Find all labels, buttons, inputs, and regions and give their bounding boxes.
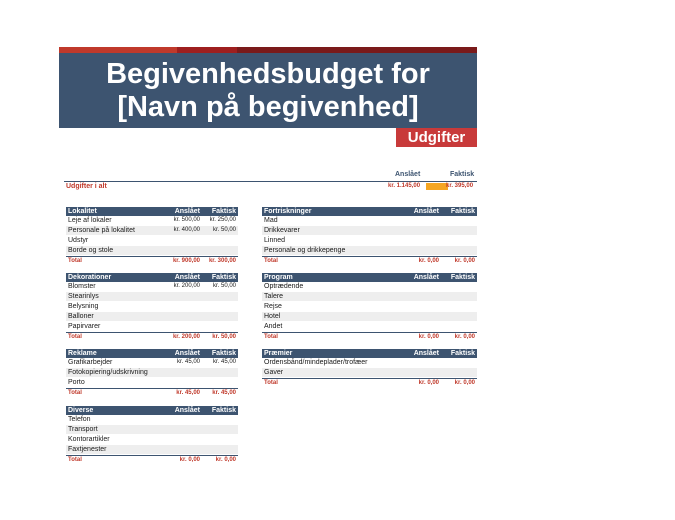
total-label: Total <box>264 258 278 264</box>
summary-actual-header: Faktisk <box>450 171 475 178</box>
total-label: Total <box>68 457 82 463</box>
item-label[interactable]: Borde og stole <box>68 247 114 254</box>
title-banner <box>59 53 477 128</box>
column-header-estimated: Anslået <box>174 274 200 281</box>
table-diverse <box>66 406 238 465</box>
table-lokalitet <box>66 207 238 266</box>
item-label[interactable]: Gaver <box>264 369 284 376</box>
summary-divider <box>64 181 477 182</box>
section-label: Udgifter <box>396 128 477 147</box>
column-header-category: Lokalitet <box>68 208 97 215</box>
total-label: Total <box>68 334 82 340</box>
column-header-estimated: Anslået <box>174 208 200 215</box>
summary-estimated-header: Anslået <box>395 171 421 178</box>
table-row <box>262 282 477 292</box>
table-row <box>66 302 238 312</box>
table-fortriskninger <box>262 207 477 266</box>
column-header-actual: Faktisk <box>211 208 236 215</box>
item-label[interactable]: Leje af lokaler <box>68 217 112 224</box>
item-label[interactable]: Grafikarbejder <box>68 359 113 366</box>
column-header-estimated: Anslået <box>413 350 439 357</box>
column-header-estimated: Anslået <box>174 350 200 357</box>
total-estimated: kr. 900,00 <box>172 258 200 264</box>
column-header-estimated: Anslået <box>174 407 200 414</box>
item-label[interactable]: Optrædende <box>264 283 304 290</box>
item-estimated[interactable]: kr. 200,00 <box>173 283 200 289</box>
item-label[interactable]: Andet <box>264 323 283 330</box>
table-row <box>262 312 477 322</box>
table-row <box>66 282 238 292</box>
item-label[interactable]: Transport <box>68 426 98 433</box>
total-estimated: kr. 0,00 <box>418 380 439 386</box>
table-dekorationer <box>66 273 238 342</box>
item-label[interactable]: Porto <box>68 379 85 386</box>
table-header <box>262 273 477 282</box>
table-row <box>262 368 477 378</box>
table-row <box>66 425 238 435</box>
column-header-category: Dekorationer <box>68 274 112 281</box>
table-row <box>66 378 238 388</box>
item-label[interactable]: Udstyr <box>68 237 89 244</box>
summary-indicator <box>426 183 448 190</box>
table-row <box>262 302 477 312</box>
summary-row-label: Udgifter i alt <box>66 183 107 190</box>
column-header-category: Diverse <box>68 407 94 414</box>
item-estimated[interactable]: kr. 500,00 <box>173 217 200 223</box>
total-label: Total <box>264 334 278 340</box>
item-label[interactable]: Belysning <box>68 303 99 310</box>
table-total-row <box>262 378 477 388</box>
item-label[interactable]: Faxtjenester <box>68 446 107 453</box>
table-header <box>262 349 477 358</box>
total-actual: kr. 0,00 <box>454 334 475 340</box>
item-actual[interactable]: kr. 45,00 <box>212 359 236 365</box>
column-header-category: Program <box>264 274 293 281</box>
table-row <box>66 415 238 425</box>
column-header-actual: Faktisk <box>211 274 236 281</box>
item-label[interactable]: Ordensbånd/mindeplader/trofæer <box>264 359 368 366</box>
table-praemier <box>262 349 477 388</box>
total-label: Total <box>68 390 82 396</box>
item-label[interactable]: Mad <box>264 217 278 224</box>
item-label[interactable]: Drikkevarer <box>264 227 300 234</box>
column-header-category: Præmier <box>264 350 293 357</box>
column-header-estimated: Anslået <box>413 274 439 281</box>
item-label[interactable]: Telefon <box>68 416 91 423</box>
table-row <box>262 216 477 226</box>
table-program <box>262 273 477 342</box>
table-total-row <box>262 256 477 266</box>
item-label[interactable]: Personale på lokalitet <box>68 227 135 234</box>
item-label[interactable]: Balloner <box>68 313 94 320</box>
total-estimated: kr. 0,00 <box>179 457 200 463</box>
table-row <box>66 226 238 236</box>
item-actual[interactable]: kr. 250,00 <box>209 217 236 223</box>
total-label: Total <box>68 258 82 264</box>
table-total-row <box>66 388 238 398</box>
item-estimated[interactable]: kr. 400,00 <box>173 227 200 233</box>
total-estimated: kr. 200,00 <box>172 334 200 340</box>
column-header-category: Fortriskninger <box>264 208 312 215</box>
table-row <box>262 236 477 246</box>
table-row <box>262 226 477 236</box>
table-row <box>66 368 238 378</box>
column-header-category: Reklame <box>68 350 97 357</box>
summary-estimated-value[interactable]: kr. 1.145,00 <box>388 183 421 189</box>
title-line-2[interactable]: [Navn på begivenhed] <box>117 91 419 123</box>
table-row <box>66 322 238 332</box>
table-row <box>66 312 238 322</box>
table-row <box>262 292 477 302</box>
item-label[interactable]: Talere <box>264 293 284 300</box>
total-estimated: kr. 0,00 <box>418 334 439 340</box>
column-header-actual: Faktisk <box>450 274 475 281</box>
item-label[interactable]: Papirvarer <box>68 323 101 330</box>
table-header <box>262 207 477 216</box>
column-header-actual: Faktisk <box>450 350 475 357</box>
table-row <box>66 236 238 246</box>
table-row <box>66 246 238 256</box>
column-header-actual: Faktisk <box>211 350 236 357</box>
item-label[interactable]: Fotokopiering/udskrivning <box>68 369 148 376</box>
table-header <box>66 349 238 358</box>
item-label[interactable]: Hotel <box>264 313 281 320</box>
item-label[interactable]: Kontorartikler <box>68 436 110 443</box>
table-row <box>66 435 238 445</box>
table-row <box>66 292 238 302</box>
item-estimated[interactable]: kr. 45,00 <box>176 359 200 365</box>
total-actual: kr. 45,00 <box>212 390 236 396</box>
table-total-row <box>66 332 238 342</box>
table-total-row <box>66 256 238 266</box>
table-reklame <box>66 349 238 398</box>
item-actual[interactable]: kr. 50,00 <box>212 283 236 289</box>
item-label[interactable]: Rejse <box>264 303 282 310</box>
total-estimated: kr. 45,00 <box>176 390 200 396</box>
item-label[interactable]: Linned <box>264 237 286 244</box>
total-actual: kr. 50,00 <box>212 334 236 340</box>
column-header-actual: Faktisk <box>211 407 236 414</box>
item-actual[interactable]: kr. 50,00 <box>212 227 236 233</box>
total-actual: kr. 300,00 <box>208 258 236 264</box>
table-header <box>66 273 238 282</box>
table-total-row <box>66 455 238 465</box>
total-estimated: kr. 0,00 <box>418 258 439 264</box>
total-label: Total <box>264 380 278 386</box>
table-row <box>262 358 477 368</box>
table-header <box>66 406 238 415</box>
table-row <box>66 445 238 455</box>
table-total-row <box>262 332 477 342</box>
item-label[interactable]: Personale og drikkepenge <box>264 247 346 254</box>
column-header-estimated: Anslået <box>413 208 439 215</box>
item-label[interactable]: Blomster <box>68 283 96 290</box>
title-line-1[interactable]: Begivenhedsbudget for <box>106 58 430 90</box>
table-row <box>262 246 477 256</box>
table-row <box>262 322 477 332</box>
total-actual: kr. 0,00 <box>215 457 236 463</box>
total-actual: kr. 0,00 <box>454 380 475 386</box>
total-actual: kr. 0,00 <box>454 258 475 264</box>
item-label[interactable]: Stearinlys <box>68 293 99 300</box>
table-row <box>66 358 238 368</box>
table-row <box>66 216 238 226</box>
table-header <box>66 207 238 216</box>
column-header-actual: Faktisk <box>450 208 475 215</box>
summary-actual-value[interactable]: kr. 395,00 <box>446 183 474 189</box>
